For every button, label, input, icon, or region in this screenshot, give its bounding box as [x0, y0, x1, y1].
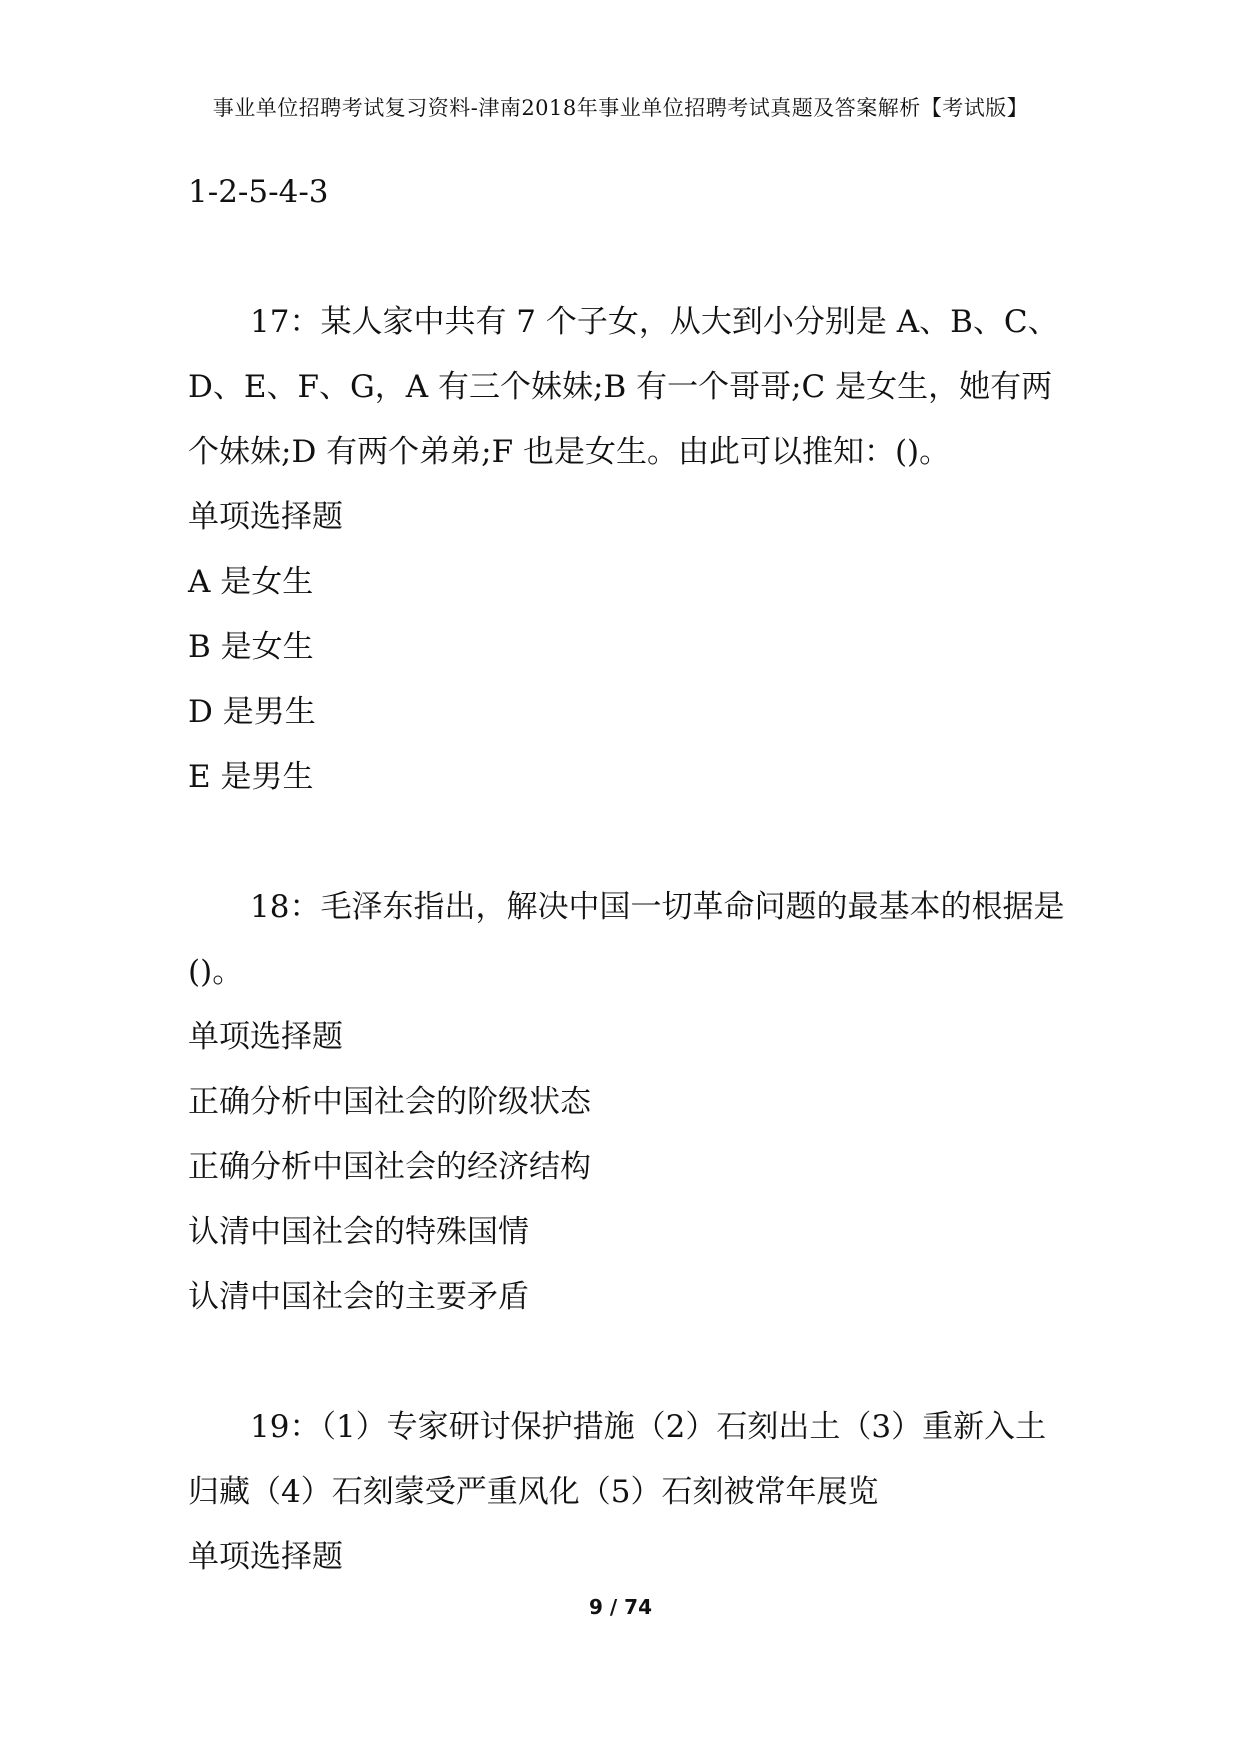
question-stem: 19：（1）专家研讨保护措施（2）石刻出土（3）重新入土归藏（4）石刻蒙受严重风化（5）石刻被常年展览 — [188, 1409, 1047, 1510]
spacer — [188, 810, 1068, 875]
question-type: 单项选择题 — [188, 1539, 343, 1575]
question-17 — [188, 290, 1068, 810]
option: E 是男生 — [188, 759, 314, 795]
option: 认清中国社会的主要矛盾 — [188, 1279, 529, 1315]
document-body — [188, 160, 1068, 1590]
option: 正确分析中国社会的经济结构 — [188, 1149, 591, 1185]
option: B 是女生 — [188, 629, 314, 665]
spacer — [188, 1330, 1068, 1395]
question-19 — [188, 1395, 1068, 1590]
option: D 是男生 — [188, 694, 316, 730]
question-stem: 17：某人家中共有 7 个子女，从大到小分别是 A、B、C、D、E、F、G，A 有三个妹妹;B 有一个哥哥;C 是女生，她有两个妹妹;D 有两个弟弟;F 也是女生。由此可以推知：()。 — [188, 304, 1059, 470]
page-number: 9 / 74 — [589, 1595, 652, 1619]
option: 正确分析中国社会的阶级状态 — [188, 1084, 591, 1120]
question-stem: 18：毛泽东指出，解决中国一切革命问题的最基本的根据是 ()。 — [188, 889, 1065, 990]
previous-answer: 1-2-5-4-3 — [188, 174, 329, 210]
document-header: 事业单位招聘考试复习资料-津南2018年事业单位招聘考试真题及答案解析【考试版】 — [212, 96, 1029, 120]
option: 认清中国社会的特殊国情 — [188, 1214, 529, 1250]
question-type: 单项选择题 — [188, 1019, 343, 1055]
spacer — [188, 225, 1068, 290]
question-18 — [188, 875, 1068, 1330]
option: A 是女生 — [188, 564, 314, 600]
question-type: 单项选择题 — [188, 499, 343, 535]
